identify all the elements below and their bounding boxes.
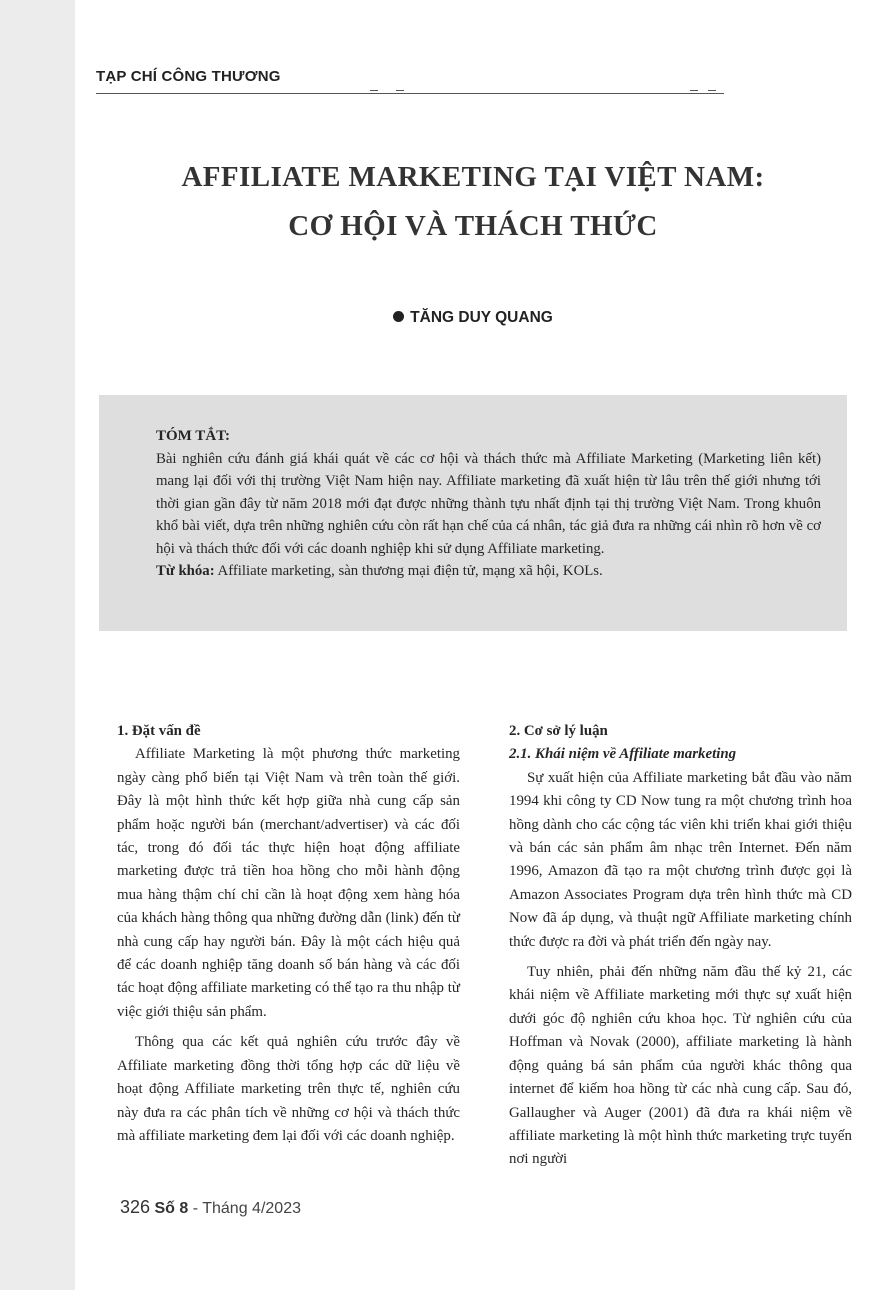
abstract-body: Bài nghiên cứu đánh giá khái quát về các cơ hội và thách thức mà Affiliate Marketing (Marketing liên kết) mang lại đối với thị trường Việt Nam hiện nay. Affiliate marketing đã xuất hiện từ lâu trên thế giới nhưng tới thời gian gần đây từ năm 2018 mới đạt được những thành tựu nhất định tại thị trường Việt Nam. Trong khuôn khổ bài viết, dựa trên những nghiên cứu còn rất hạn chế của cá nhân, tác giả đưa ra những cái nhìn rõ hơn về cơ hội và thách thức đối với các doanh nghiệp khi sử dụng Affiliate marketing. <box>156 450 821 557</box>
abstract-keywords <box>156 560 821 583</box>
issue-label: Số 8 <box>154 1200 189 1217</box>
subsection-heading-2-1: 2.1. Khái niệm về Affiliate marketing <box>509 746 737 763</box>
section-heading-1: 1. Đặt vấn đề <box>117 723 201 739</box>
right-column <box>509 720 852 1172</box>
keywords-text: Affiliate marketing, sàn thương mại điện tử, mạng xã hội, KOLs. <box>217 563 603 579</box>
footer-separator: - <box>188 1200 203 1217</box>
keywords-label: Từ khóa: <box>156 563 215 579</box>
author-byline <box>75 309 871 327</box>
article-title <box>75 153 871 251</box>
header-rule <box>96 93 724 94</box>
abstract-box <box>99 395 847 631</box>
issue-date: Tháng 4/2023 <box>202 1200 301 1217</box>
header-rule-mark <box>708 90 716 91</box>
page-number: 326 <box>120 1197 151 1217</box>
paragraph: Thông qua các kết quả nghiên cứu trước đây về Affiliate marketing đồng thời tổng hợp các dữ liệu về hoạt động Affiliate marketing trên thực tế, nghiên cứu này đưa ra các phân tích về những cơ hội và thách thức mà affiliate marketing đem lại đối với các doanh nghiệp. <box>117 1034 460 1144</box>
journal-name: TẠP CHÍ CÔNG THƯƠNG <box>96 68 281 85</box>
title-line-2: CƠ HỘI VÀ THÁCH THỨC <box>288 210 658 242</box>
section-heading-2: 2. Cơ sở lý luận <box>509 723 608 739</box>
page-footer <box>120 1197 301 1218</box>
left-column <box>117 720 460 1148</box>
header-rule-mark <box>396 90 404 91</box>
abstract-content <box>156 425 821 583</box>
title-line-1: AFFILIATE MARKETING TẠI VIỆT NAM: <box>181 161 765 193</box>
paragraph: Affiliate Marketing là một phương thức marketing ngày càng phổ biến tại Việt Nam và trên toàn thế giới. Đây là một hình thức kết hợp giữa nhà cung cấp sản phẩm hoặc người bán (merchant/advertiser) và các đối tác, trong đó đối tác thực hiện hoạt động affiliate marketing được trả tiền hoa hồng cho mỗi hành động mua hàng thậm chí chỉ cần là hoạt động xem hàng hóa của khách hàng thông qua những đường dẫn (link) đến từ nhà cung cấp hay người bán. Đây là một cách hiệu quả để các doanh nghiệp tăng doanh số bán hàng và các đối tác hoạt động affiliate marketing có thể tạo ra thu nhập từ việc giới thiệu sản phẩm. <box>117 746 460 1020</box>
header-rule-mark <box>690 90 698 91</box>
paragraph: Sự xuất hiện của Affiliate marketing bắt đầu vào năm 1994 khi công ty CD Now tung ra một chương trình hoa hồng dành cho các cộng tác viên khi triển khai giới thiệu và bán các sản phẩm âm nhạc trên Internet. Đến năm 1996, Amazon đã tạo ra một chương trình được gọi là Amazon Associates Program dựa trên hình thức mà CD Now đã áp dụng, và thuật ngữ Affiliate marketing chính thức được ra đời và phát triển đến ngày nay. <box>509 769 852 950</box>
paragraph: Tuy nhiên, phải đến những năm đầu thế kỷ 21, các khái niệm về Affiliate marketing mới thực sự xuất hiện dưới góc độ nghiên cứu khoa học. Từ nghiên cứu của Hoffman và Novak (2000), affiliate marketing là hành động quảng bá sản phẩm của người khác thông qua internet để kiếm hoa hồng từ các nhà cung cấp. Sau đó, Gallaugher và Auger (2001) đã đưa ra khái niệm về affiliate marketing là một hình thức marketing trực tuyến nơi người <box>509 964 852 1168</box>
header-rule-mark <box>370 90 378 91</box>
page-margin-band <box>0 0 75 1290</box>
bullet-icon <box>393 311 404 322</box>
author-name: TĂNG DUY QUANG <box>410 309 553 326</box>
abstract-heading: TÓM TẮT: <box>156 428 231 444</box>
